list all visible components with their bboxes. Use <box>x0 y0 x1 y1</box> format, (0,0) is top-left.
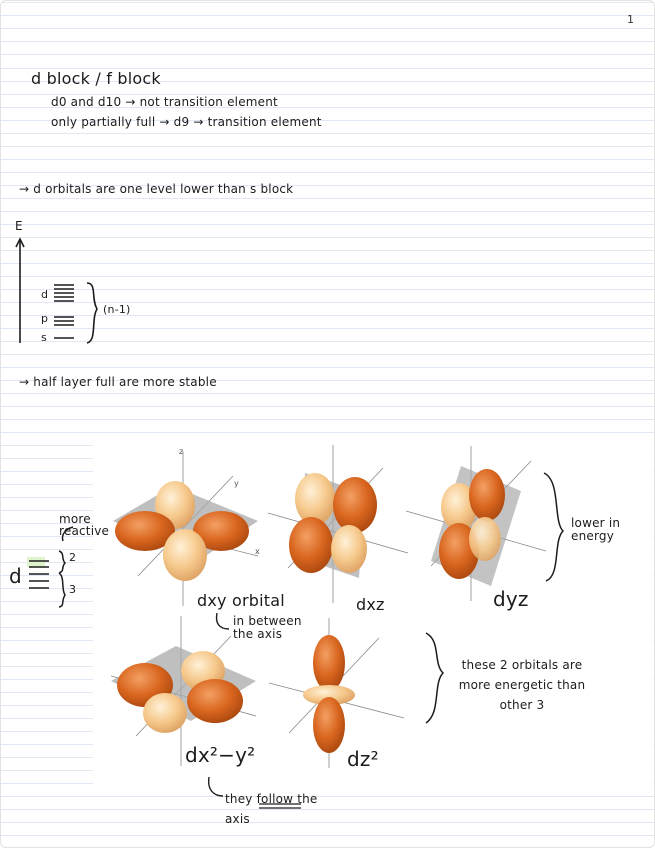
count-top: 2 <box>69 551 77 564</box>
notes-drawing <box>1 1 655 849</box>
note-line-1: d0 and d10 → not transition element <box>51 95 278 109</box>
d-levels-annotation <box>27 527 73 607</box>
d-label: d <box>9 564 22 588</box>
axis-y-label: y <box>234 479 239 488</box>
level-p-label: p <box>41 312 49 325</box>
dxz-label: dxz <box>356 595 385 614</box>
axis-z-label: z <box>179 447 184 456</box>
more-reactive-note: more reactive <box>59 512 110 538</box>
level-d-label: d <box>41 288 49 301</box>
these-two-note: these 2 orbitals are more energetic than other 3 <box>458 658 586 712</box>
level-s-label: s <box>41 331 47 344</box>
they-follow-note: they follow the axis <box>225 792 318 826</box>
energy-diagram <box>16 239 97 343</box>
axis-x-label: x <box>255 547 260 556</box>
note-line-2: only partially full → d9 → transition element <box>51 115 322 129</box>
bracket-label: (n-1) <box>103 303 131 316</box>
dz2-label: dz² <box>347 747 379 771</box>
dyz-label: dyz <box>493 587 529 611</box>
count-bottom: 3 <box>69 583 77 596</box>
note-line-3: → d orbitals are one level lower than s block <box>19 182 294 196</box>
dxy-label: dxy orbital <box>197 591 285 610</box>
note-line-4: → half layer full are more stable <box>19 375 217 389</box>
note-title: d block / f block <box>31 69 161 88</box>
dx2y2-label: dx²−y² <box>185 743 256 767</box>
page-number: 1 <box>627 13 634 26</box>
lower-energy-note: lower in energy <box>571 516 621 543</box>
energy-axis-label: E <box>15 219 23 233</box>
in-between-note: in between the axis <box>233 614 302 641</box>
